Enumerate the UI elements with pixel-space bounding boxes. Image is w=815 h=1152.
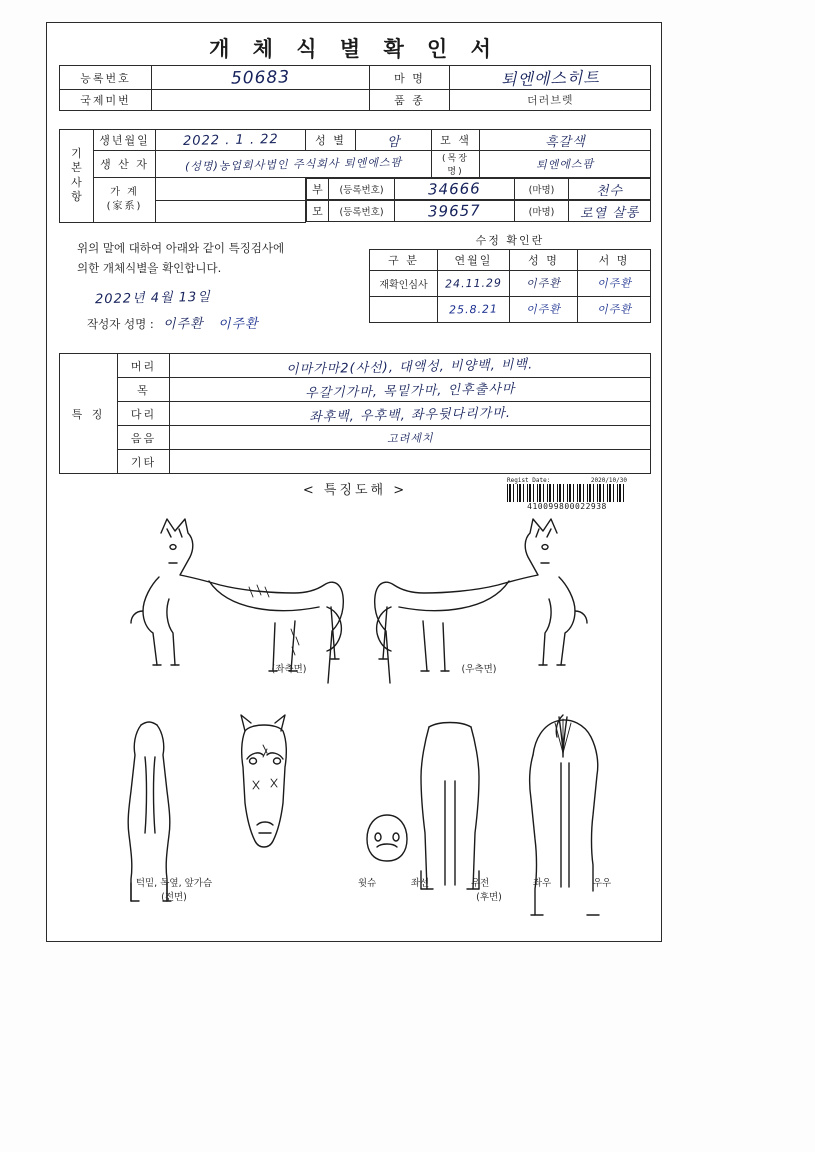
figure-title: < 특징도해 >	[302, 483, 408, 498]
declaration-line-1: 위의 말에 대하여 아래와 같이 특징검사에	[77, 241, 285, 255]
birthdate-value: 2022 . 1 . 22	[156, 130, 306, 151]
table-row	[370, 270, 651, 296]
figure-area	[59, 475, 651, 931]
dam-reg-value: 39657	[395, 201, 515, 222]
revision-header-sign: 서 명	[578, 249, 651, 270]
farm-name-label: (목장명)	[432, 151, 480, 178]
revision-table	[369, 231, 651, 323]
barcode-date-label: Regist Date:	[507, 477, 551, 484]
features-side-label: 특 징	[60, 354, 118, 474]
revision-header-type: 구 분	[370, 249, 438, 270]
caption-rear-left: 좌선	[410, 878, 430, 889]
table-row	[60, 378, 651, 402]
feature-value-other1: 고려세치	[170, 426, 651, 450]
caption-rear-right-2: 우우	[592, 878, 612, 889]
sex-label: 성 별	[306, 130, 356, 151]
revision-date-2: 25.8.21	[438, 296, 510, 322]
feature-label-etc: 기타	[118, 450, 170, 474]
farm-name-value: 퇴엔에스팜	[480, 151, 651, 178]
feature-value-etc	[170, 450, 651, 474]
barcode-date-value: 2020/10/30	[590, 477, 627, 484]
registration-table	[59, 65, 651, 111]
feature-label-legs: 다리	[118, 402, 170, 426]
caption-right-side: (우측면)	[461, 664, 497, 675]
table-row	[60, 178, 651, 201]
caption-front: 턱밑, 목옆, 앞가슴	[135, 878, 213, 889]
revision-name-2: 이주환	[510, 296, 578, 322]
declaration-date: 2022년 4월 13일	[94, 289, 211, 308]
caption-muzzle: 윗슈	[357, 878, 377, 889]
revision-sign-1: 이주환	[578, 270, 651, 296]
declaration-block	[59, 231, 359, 341]
barcode-number: 410099800022938	[527, 502, 607, 511]
dam-name-value: 로열 살롱	[569, 201, 651, 222]
horse-name-label: 마 명	[370, 66, 450, 90]
certificate-document	[46, 22, 662, 942]
dam-name-label: (마명)	[515, 201, 569, 222]
table-row	[60, 66, 651, 90]
revision-sign-2: 이주환	[578, 296, 651, 322]
page-title: 개 체 식 별 확 인 서	[209, 37, 499, 61]
basic-info-table	[59, 129, 651, 223]
basic-info-side-label: 기 본 사 항	[60, 130, 94, 223]
sire-label: 부	[307, 179, 329, 200]
feature-value-head: 이마가마2(사선), 대액성, 비양백, 비백.	[170, 354, 651, 378]
revision-type-2	[370, 296, 438, 322]
reg-number-label: 능록번호	[60, 66, 152, 90]
table-row	[60, 402, 651, 426]
feature-value-neck: 우갈기가마, 목밑가마, 인후출사마	[170, 378, 651, 402]
caption-left-side: (좌측면)	[271, 664, 307, 675]
sire-reg-value: 34666	[395, 179, 515, 200]
feature-label-other1: 음음	[118, 426, 170, 450]
producer-value: (성명)농업회사법인 주식회사 퇴엔에스팜	[156, 151, 432, 178]
table-row	[60, 130, 651, 151]
caption-rear-right: 좌우	[532, 878, 552, 889]
declaration-line-2: 의한 개체식별을 확인합니다.	[77, 260, 222, 275]
revision-title: 수정 확인란	[475, 233, 545, 247]
feature-value-legs: 좌후백, 우후백, 좌우뒷다리가마.	[170, 402, 651, 426]
reg-number-value: 50683	[152, 66, 370, 90]
table-row	[60, 151, 651, 178]
sire-reg-label: (등록번호)	[329, 179, 395, 200]
dam-label: 모	[307, 201, 329, 222]
coat-color-label: 모 색	[432, 130, 480, 151]
sire-name-value: 천수	[569, 179, 651, 200]
horse-name-value: 퇴엔에스히트	[450, 66, 651, 90]
revision-type-1: 재확인심사	[370, 270, 438, 296]
table-row	[370, 249, 651, 270]
breed-label: 품 종	[370, 90, 450, 111]
table-row	[60, 90, 651, 111]
table-row	[370, 231, 651, 249]
signer-sign: 이주환	[217, 316, 259, 333]
birthdate-label: 생년월일	[94, 130, 156, 151]
horse-diagram	[59, 493, 651, 933]
revision-header-date: 연월일	[438, 249, 510, 270]
revision-name-1: 이주환	[510, 270, 578, 296]
revision-date-1: 24.11.29	[438, 270, 510, 296]
features-table	[59, 353, 651, 474]
signer-label: 작성자 성명 :	[87, 317, 154, 332]
intl-number-label: 국제미번	[60, 90, 152, 111]
sex-value: 암	[356, 130, 432, 151]
producer-label: 생 산 자	[94, 151, 156, 178]
revision-header-name: 성 명	[510, 249, 578, 270]
coat-color-value: 흑갈색	[480, 130, 651, 151]
caption-front-sub: (전면)	[161, 892, 187, 903]
signer-name: 이주환	[163, 316, 205, 333]
table-row	[60, 450, 651, 474]
pedigree-label: 가 계 (家系)	[94, 178, 156, 223]
breed-value: 더러브렛	[450, 90, 651, 111]
sire-name-label: (마명)	[515, 179, 569, 200]
dam-reg-label: (등록번호)	[329, 201, 395, 222]
feature-label-neck: 목	[118, 378, 170, 402]
table-row	[60, 354, 651, 378]
feature-label-head: 머리	[118, 354, 170, 378]
table-row	[60, 426, 651, 450]
intl-number-value	[152, 90, 370, 111]
table-row	[370, 296, 651, 322]
caption-rear-left-2: 우전	[470, 878, 490, 889]
caption-rear-mid: (후면)	[476, 892, 502, 903]
